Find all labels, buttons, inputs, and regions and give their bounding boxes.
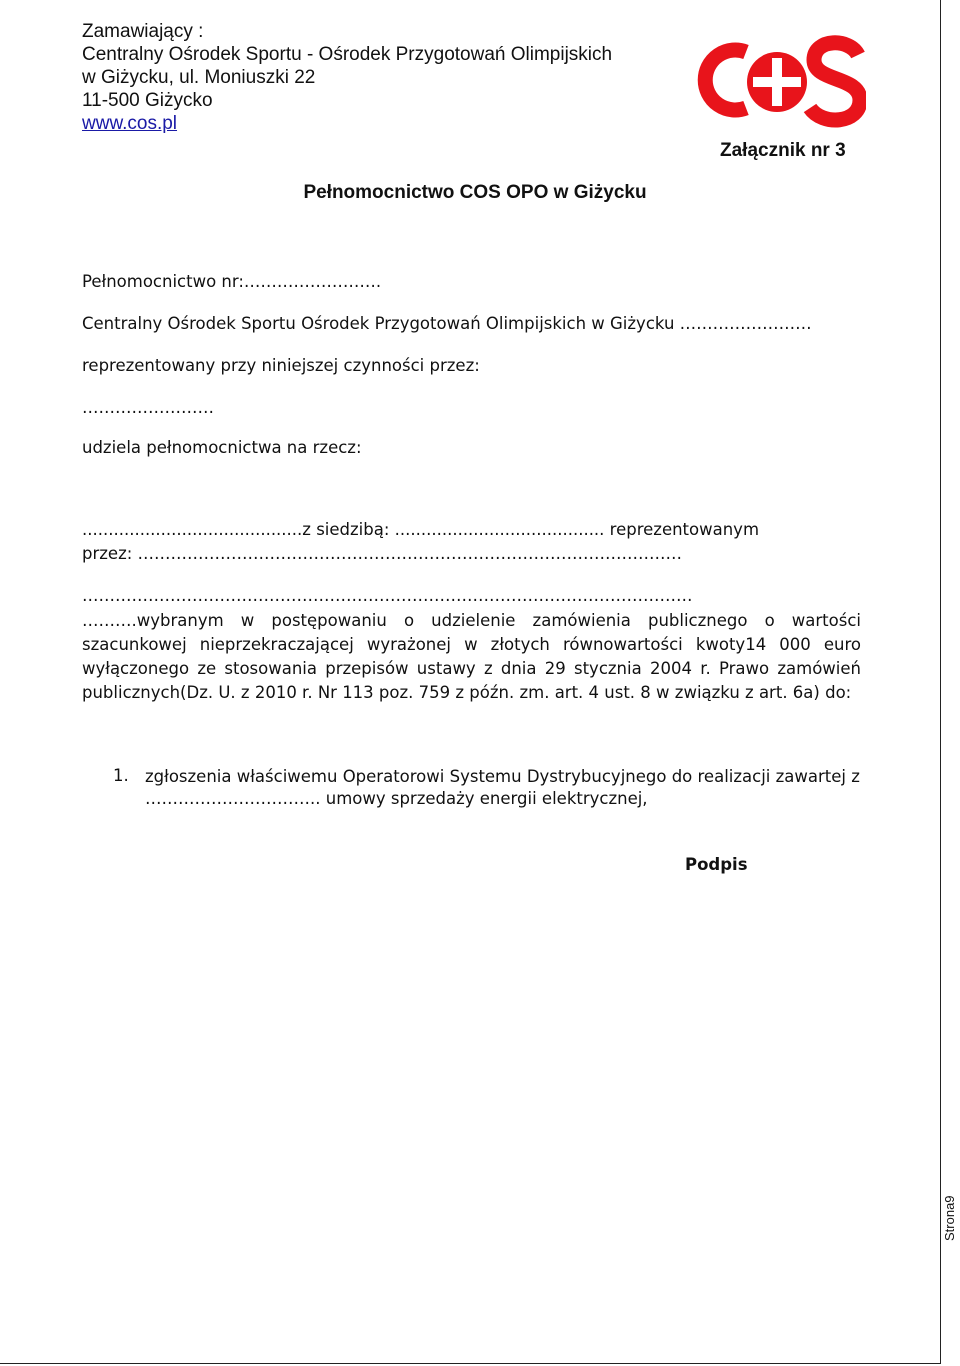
representative-line: reprezentowany przy niniejszej czynności przez: bbox=[82, 356, 480, 375]
contracting-authority-header bbox=[82, 20, 612, 135]
list-item-text: zgłoszenia właściwemu Operatorowi Systemu Dystrybucyjnego do realizacji zawartej z ………………………….. umowy sprzedaży energii elektrycznej, bbox=[145, 767, 860, 808]
cos-logo-icon bbox=[682, 30, 866, 130]
website-link[interactable]: www.cos.pl bbox=[82, 113, 178, 134]
power-of-attorney-number: Pełnomocnictwo nr:……………………. bbox=[82, 272, 382, 291]
blank-dotted-line: ………………………………………………………………………………………………… bbox=[82, 586, 693, 605]
header-line: Centralny Ośrodek Sportu - Ośrodek Przygotowań Olimpijskich bbox=[82, 44, 613, 65]
document-title bbox=[0, 182, 960, 204]
grantee-line: udziela pełnomocnictwa na rzecz: bbox=[82, 438, 362, 457]
header-line: Zamawiający : bbox=[82, 21, 204, 42]
list-item-number: 1. bbox=[113, 766, 129, 785]
attachment-label: Załącznik nr 3 bbox=[720, 140, 846, 161]
grantee-details-line: ..........................................z siedzibą: ........................................ reprezentowanym bbox=[82, 520, 760, 539]
header-line: w Giżycku, ul. Moniuszki 22 bbox=[82, 67, 316, 88]
header-line: 11-500 Giżycko bbox=[82, 90, 213, 111]
representative-blank: …………………… bbox=[82, 398, 214, 417]
scope-paragraph: ……….wybranym w postępowaniu o udzielenie zamówienia publicznego o wartości szacunkowej nieprzekraczającej wyrażonej w złotych równowartości kwoty14 000 euro wyłączonego ze stosowania przepisów ustawy z dnia 29 stycznia 2004 r. Prawo zamówień publicznych(Dz. U. z 2010 r. Nr 113 poz. 759 z późn. zm. art. 4 ust. 8 w związku z art. 6a) do: bbox=[82, 611, 861, 702]
page-number-label: Strona9 bbox=[942, 1195, 957, 1241]
grantor-name-line: Centralny Ośrodek Sportu Ośrodek Przygotowań Olimpijskich w Giżycku …………………… bbox=[82, 314, 812, 333]
document-title-text: Pełnomocnictwo COS OPO w Giżycku bbox=[303, 182, 647, 203]
grantee-representative-line: przez: ……………………………………………………………………………………… bbox=[82, 544, 683, 563]
signature-label: Podpis bbox=[685, 855, 748, 874]
